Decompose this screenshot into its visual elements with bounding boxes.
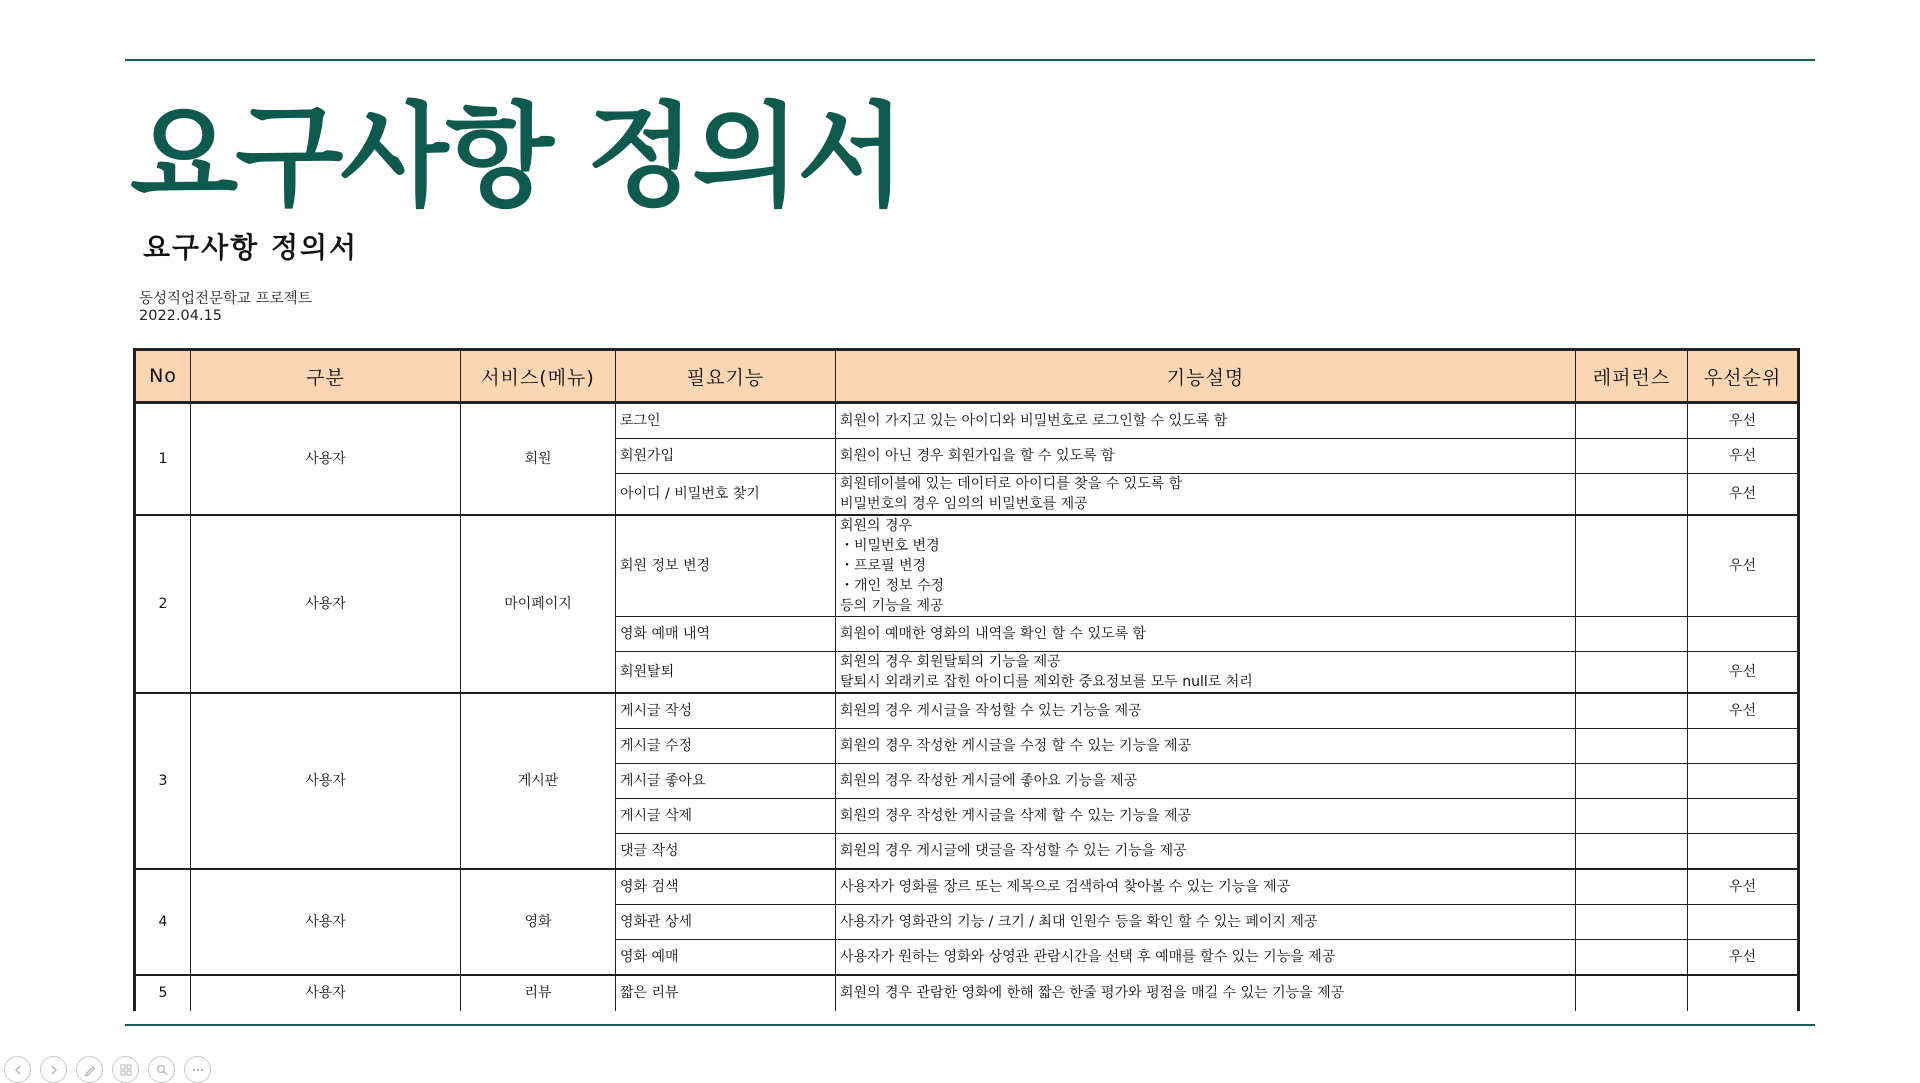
header-service: 서비스(메뉴)	[461, 350, 616, 403]
reference-cell	[1576, 729, 1688, 764]
feature-cell: 영화관 상세	[616, 905, 836, 940]
reference-cell	[1576, 834, 1688, 870]
table-row	[135, 869, 1799, 905]
pen-icon[interactable]	[76, 1056, 103, 1083]
header-priority: 우선순위	[1688, 350, 1799, 403]
group-4	[135, 869, 1799, 975]
group-3	[135, 693, 1799, 869]
reference-cell	[1576, 439, 1688, 474]
feature-cell: 회원가입	[616, 439, 836, 474]
description-cell: 회원이 가지고 있는 아이디와 비밀번호로 로그인할 수 있도록 함	[836, 403, 1576, 439]
reference-cell	[1576, 693, 1688, 729]
top-rule	[125, 59, 1815, 61]
page-subtitle: 요구사항 정의서	[143, 231, 359, 264]
table-row	[135, 975, 1799, 1011]
priority-cell: 우선	[1688, 693, 1799, 729]
next-slide-icon[interactable]	[40, 1056, 67, 1083]
table-row	[135, 403, 1799, 439]
group-service: 영화	[461, 869, 616, 975]
slideshow-toolbar	[4, 1056, 211, 1083]
feature-cell: 아이디 / 비밀번호 찾기	[616, 474, 836, 516]
reference-cell	[1576, 515, 1688, 617]
priority-cell	[1688, 764, 1799, 799]
priority-cell: 우선	[1688, 652, 1799, 694]
description-cell: 회원의 경우 게시글을 작성할 수 있는 기능을 제공	[836, 693, 1576, 729]
group-service: 마이페이지	[461, 515, 616, 693]
feature-cell: 게시글 작성	[616, 693, 836, 729]
group-no: 2	[135, 515, 191, 693]
group-service: 리뷰	[461, 975, 616, 1011]
reference-cell	[1576, 940, 1688, 976]
reference-cell	[1576, 474, 1688, 516]
group-no: 3	[135, 693, 191, 869]
group-5	[135, 975, 1799, 1011]
reference-cell	[1576, 764, 1688, 799]
zoom-icon[interactable]	[148, 1056, 175, 1083]
description-cell: 회원의 경우 관람한 영화에 한해 짧은 한줄 평가와 평점을 매길 수 있는 기능을 제공	[836, 975, 1576, 1011]
feature-cell: 영화 예매 내역	[616, 617, 836, 652]
group-1	[135, 403, 1799, 516]
table-row	[135, 693, 1799, 729]
reference-cell	[1576, 975, 1688, 1011]
header-reference: 레퍼런스	[1576, 350, 1688, 403]
group-category: 사용자	[191, 975, 461, 1011]
slides-grid-icon[interactable]	[112, 1056, 139, 1083]
description-cell: 회원의 경우 작성한 게시글을 삭제 할 수 있는 기능을 제공	[836, 799, 1576, 834]
priority-cell: 우선	[1688, 474, 1799, 516]
description-cell: 사용자가 영화를 장르 또는 제목으로 검색하여 찾아볼 수 있는 기능을 제공	[836, 869, 1576, 905]
feature-cell: 짧은 리뷰	[616, 975, 836, 1011]
prev-slide-icon[interactable]	[4, 1056, 31, 1083]
description-cell: 회원의 경우 회원탈퇴의 기능을 제공 탈퇴시 외래키로 잡힌 아이디를 제외한 중요정보를 모두 null로 처리	[836, 652, 1576, 694]
reference-cell	[1576, 799, 1688, 834]
feature-cell: 회원 정보 변경	[616, 515, 836, 617]
table-header-row	[135, 350, 1799, 403]
feature-cell: 게시글 좋아요	[616, 764, 836, 799]
priority-cell	[1688, 729, 1799, 764]
feature-cell: 게시글 삭제	[616, 799, 836, 834]
group-2	[135, 515, 1799, 693]
priority-cell: 우선	[1688, 515, 1799, 617]
header-description: 기능설명	[836, 350, 1576, 403]
feature-cell: 회원탈퇴	[616, 652, 836, 694]
more-icon[interactable]	[184, 1056, 211, 1083]
reference-cell	[1576, 905, 1688, 940]
group-no: 5	[135, 975, 191, 1011]
organization-label: 동성직업전문학교 프로젝트	[139, 291, 312, 307]
header-feature: 필요기능	[616, 350, 836, 403]
reference-cell	[1576, 403, 1688, 439]
description-cell: 사용자가 영화관의 기능 / 크기 / 최대 인원수 등을 확인 할 수 있는 페이지 제공	[836, 905, 1576, 940]
priority-cell: 우선	[1688, 940, 1799, 976]
priority-cell	[1688, 834, 1799, 870]
group-service: 회원	[461, 403, 616, 516]
feature-cell: 영화 예매	[616, 940, 836, 976]
page-title: 요구사항 정의서	[130, 92, 903, 222]
group-category: 사용자	[191, 693, 461, 869]
group-service: 게시판	[461, 693, 616, 869]
priority-cell: 우선	[1688, 439, 1799, 474]
description-cell: 회원의 경우 작성한 게시글을 수정 할 수 있는 기능을 제공	[836, 729, 1576, 764]
priority-cell	[1688, 617, 1799, 652]
bottom-rule	[125, 1024, 1815, 1026]
feature-cell: 댓글 작성	[616, 834, 836, 870]
priority-cell: 우선	[1688, 869, 1799, 905]
group-category: 사용자	[191, 403, 461, 516]
reference-cell	[1576, 652, 1688, 694]
header-category: 구분	[191, 350, 461, 403]
description-cell: 사용자가 원하는 영화와 상영관 관람시간을 선택 후 예매를 할수 있는 기능을 제공	[836, 940, 1576, 976]
feature-cell: 로그인	[616, 403, 836, 439]
group-no: 4	[135, 869, 191, 975]
group-category: 사용자	[191, 515, 461, 693]
feature-cell: 게시글 수정	[616, 729, 836, 764]
reference-cell	[1576, 869, 1688, 905]
description-cell: 회원테이블에 있는 데이터로 아이디를 찾을 수 있도록 함 비밀번호의 경우 임의의 비밀번호를 제공	[836, 474, 1576, 516]
description-cell: 회원이 아닌 경우 회원가입을 할 수 있도록 함	[836, 439, 1576, 474]
priority-cell	[1688, 975, 1799, 1011]
description-cell: 회원의 경우 작성한 게시글에 좋아요 기능을 제공	[836, 764, 1576, 799]
table-row	[135, 515, 1799, 617]
group-no: 1	[135, 403, 191, 516]
description-cell: 회원이 예매한 영화의 내역을 확인 할 수 있도록 함	[836, 617, 1576, 652]
requirements-table	[133, 348, 1800, 1011]
description-cell: 회원의 경우 게시글에 댓글을 작성할 수 있는 기능을 제공	[836, 834, 1576, 870]
priority-cell	[1688, 905, 1799, 940]
priority-cell: 우선	[1688, 403, 1799, 439]
header-no: No	[135, 350, 191, 403]
priority-cell	[1688, 799, 1799, 834]
group-category: 사용자	[191, 869, 461, 975]
description-cell: 회원의 경우 ・비밀번호 변경 ・프로필 변경 ・개인 정보 수정 등의 기능을 제공	[836, 515, 1576, 617]
date-label: 2022.04.15	[139, 308, 223, 324]
feature-cell: 영화 검색	[616, 869, 836, 905]
reference-cell	[1576, 617, 1688, 652]
